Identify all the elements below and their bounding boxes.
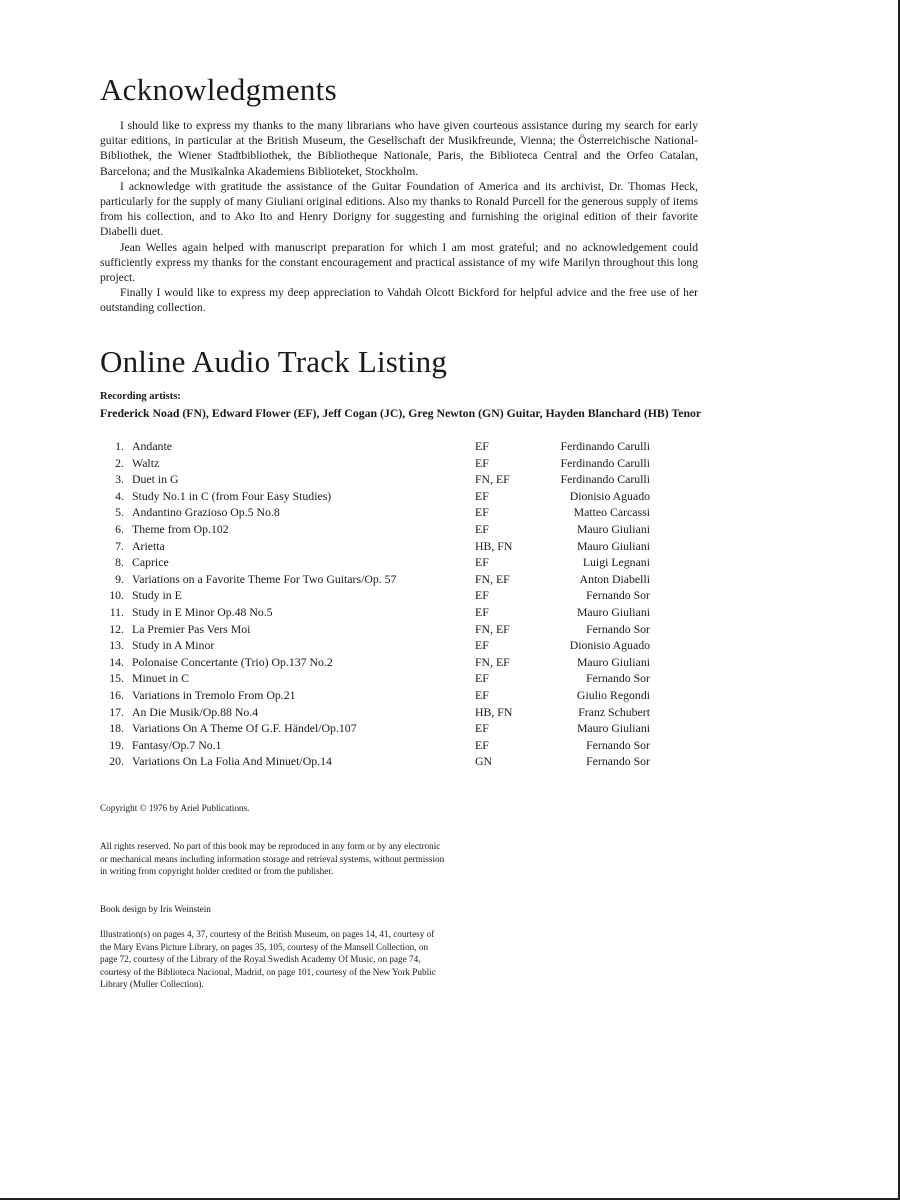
track-composer: Fernando Sor: [586, 737, 650, 752]
track-title: Andantino Grazioso Op.5 No.8: [132, 505, 280, 520]
track-number: 2.: [115, 455, 124, 470]
rights-notice: All rights reserved. No part of this book may be reproduced in any form or by any electronic or mechanical means including information storage and retrieval systems, without permission in writing from copyright holder credited or from the publisher.: [100, 841, 445, 877]
track-performers: EF: [475, 671, 489, 686]
track-title: Waltz: [132, 455, 160, 470]
track-row: [100, 571, 660, 588]
acknowledgments-body: [100, 118, 698, 316]
track-title: Theme from Op.102: [132, 521, 229, 536]
recording-artists-list: Frederick Noad (FN), Edward Flower (EF), Jeff Cogan (JC), Greg Newton (GN) Guitar, Hayden Blanchard (HB) Tenor: [100, 406, 702, 420]
track-title: Variations on a Favorite Theme For Two Guitars/Op. 57: [132, 571, 397, 586]
track-performers: EF: [475, 721, 489, 736]
track-performers: FN, EF: [475, 571, 510, 586]
track-row: [100, 471, 660, 488]
track-title: Fantasy/Op.7 No.1: [132, 737, 222, 752]
track-number: 7.: [115, 538, 124, 553]
track-performers: GN: [475, 754, 493, 769]
track-performers: EF: [475, 488, 489, 503]
acknowledgments-heading: Acknowledgments: [100, 72, 337, 107]
track-title: La Premier Pas Vers Moi: [132, 621, 251, 636]
track-row: [100, 455, 660, 472]
track-title: Duet in G: [132, 472, 179, 487]
track-performers: EF: [475, 555, 489, 570]
track-composer: Matteo Carcassi: [573, 505, 650, 520]
track-performers: HB, FN: [475, 538, 513, 553]
track-number: 15.: [109, 671, 124, 686]
track-row: [100, 753, 660, 770]
track-composer: Fernando Sor: [586, 588, 650, 603]
track-row: [100, 637, 660, 654]
track-performers: FN, EF: [475, 472, 510, 487]
track-performers: FN, EF: [475, 654, 510, 669]
track-number: 17.: [109, 704, 124, 719]
track-row: [100, 554, 660, 571]
audio-listing-heading: Online Audio Track Listing: [100, 344, 448, 379]
track-performers: EF: [475, 588, 489, 603]
track-row: [100, 488, 660, 505]
track-number: 20.: [109, 754, 124, 769]
track-row: [100, 604, 660, 621]
track-composer: Ferdinando Carulli: [560, 439, 650, 453]
track-performers: EF: [475, 737, 489, 752]
track-number: 19.: [109, 737, 124, 752]
ack-paragraph: Jean Welles again helped with manuscript preparation for which I am most grateful; and no acknowledgement could sufficiently express my thanks for the constant encouragement and practical assistance of my wife Marilyn throughout this long project.: [100, 240, 698, 285]
track-number: 8.: [115, 555, 124, 570]
track-number: 4.: [115, 488, 124, 503]
ack-paragraph: I acknowledge with gratitude the assistance of the Guitar Foundation of America and its archivist, Dr. Thomas Heck, particularly for the supply of many Giuliani original editions. Also my thanks to Ronald Purcell for the generous supply of items from his collection, and to Ako Ito and Henry Dorigny for suggesting and furnishing the original edition of their favorite Diabelli duet.: [100, 179, 698, 239]
track-performers: EF: [475, 521, 489, 536]
track-title: Andante: [132, 439, 172, 453]
track-performers: EF: [475, 455, 489, 470]
track-title: Polonaise Concertante (Trio) Op.137 No.2: [132, 654, 333, 669]
track-number: 10.: [109, 588, 124, 603]
track-title: Study in E: [132, 588, 182, 603]
track-composer: Dionisio Aguado: [569, 638, 650, 653]
track-row: [100, 504, 660, 521]
track-row: [100, 538, 660, 555]
track-composer: Luigi Legnani: [582, 555, 650, 570]
track-composer: Ferdinando Carulli: [560, 455, 650, 470]
track-composer: Fernando Sor: [586, 671, 650, 686]
recording-artists-label: Recording artists:: [100, 391, 181, 402]
track-title: Arietta: [132, 538, 165, 553]
track-number: 16.: [109, 687, 124, 702]
track-performers: EF: [475, 439, 489, 453]
track-composer: Giulio Regondi: [576, 687, 650, 702]
track-title: Caprice: [132, 555, 169, 570]
track-title: Variations On A Theme Of G.F. Händel/Op.107: [132, 721, 357, 736]
track-performers: EF: [475, 687, 489, 702]
track-number: 14.: [109, 654, 124, 669]
track-row: [100, 670, 660, 687]
track-row: [100, 687, 660, 704]
ack-paragraph: I should like to express my thanks to the many librarians who have given courteous assistance during my search for early guitar editions, in particular at the British Museum, the Gesellschaft der Musikfreunde, Vienna; the Österreichische National-Bibliothek, the Wiener Stadtbibliothek, the Bibliotheque Nationale, Paris, the Biblioteca Central and the Orfeo Catalan, Barcelona; and the Musikalnka Akademiens Biblioteket, Stockholm.: [100, 119, 698, 178]
track-number: 18.: [109, 721, 124, 736]
track-composer: Fernando Sor: [586, 754, 650, 769]
track-performers: EF: [475, 505, 489, 520]
track-composer: Mauro Giuliani: [576, 521, 650, 536]
track-composer: Dionisio Aguado: [569, 488, 650, 503]
track-number: 11.: [109, 604, 124, 619]
track-number: 13.: [109, 638, 124, 653]
track-composer: Anton Diabelli: [579, 571, 650, 586]
track-row: [100, 521, 660, 538]
track-row: [100, 737, 660, 754]
track-number: 9.: [115, 571, 124, 586]
track-number: 1.: [115, 439, 124, 453]
track-composer: Mauro Giuliani: [576, 654, 650, 669]
track-composer: Franz Schubert: [578, 704, 650, 719]
track-title: Study in E Minor Op.48 No.5: [132, 604, 273, 619]
track-row: [100, 621, 660, 638]
track-title: Variations in Tremolo From Op.21: [132, 687, 296, 702]
illustration-credits: Illustration(s) on pages 4, 37, courtesy of the British Museum, on pages 14, 41, courtesy of the Mary Evans Picture Library, on pages 35, 105, courtesy of the Mansell Collection, on page 72, courtesy of the Library of the Royal Swedish Academy Of Music, on page 74, courtesy of the Biblioteca Nacional, Madrid, on page 101, courtesy of the New York Public Library (Muller Collection).: [100, 929, 436, 990]
track-composer: Mauro Giuliani: [576, 538, 650, 553]
track-composer: Mauro Giuliani: [576, 721, 650, 736]
track-title: Study in A Minor: [132, 638, 215, 653]
track-number: 5.: [115, 505, 124, 520]
track-performers: FN, EF: [475, 621, 510, 636]
track-row: [100, 704, 660, 721]
track-title: Variations On La Folia And Minuet/Op.14: [132, 754, 332, 769]
track-composer: Mauro Giuliani: [576, 604, 650, 619]
track-performers: EF: [475, 638, 489, 653]
track-row: [100, 587, 660, 604]
track-title: Study No.1 in C (from Four Easy Studies): [132, 488, 332, 503]
track-performers: EF: [475, 604, 489, 619]
book-design-credit: Book design by Iris Weinstein: [100, 904, 211, 914]
copyright-notice: Copyright © 1976 by Ariel Publications.: [100, 803, 250, 813]
track-number: 6.: [115, 521, 124, 536]
track-composer: Ferdinando Carulli: [560, 472, 650, 487]
ack-paragraph: Finally I would like to express my deep appreciation to Vahdah Olcott Bickford for helpful advice and the free use of her outstanding collection.: [100, 286, 698, 315]
track-row: [100, 654, 660, 671]
track-title: An Die Musik/Op.88 No.4: [132, 704, 259, 719]
track-row: [100, 720, 660, 737]
track-number: 3.: [115, 472, 124, 487]
track-list: [100, 438, 660, 770]
track-row: [100, 438, 660, 455]
track-title: Minuet in C: [132, 671, 190, 686]
track-performers: HB, FN: [475, 704, 513, 719]
track-composer: Fernando Sor: [586, 621, 650, 636]
track-number: 12.: [109, 621, 124, 636]
